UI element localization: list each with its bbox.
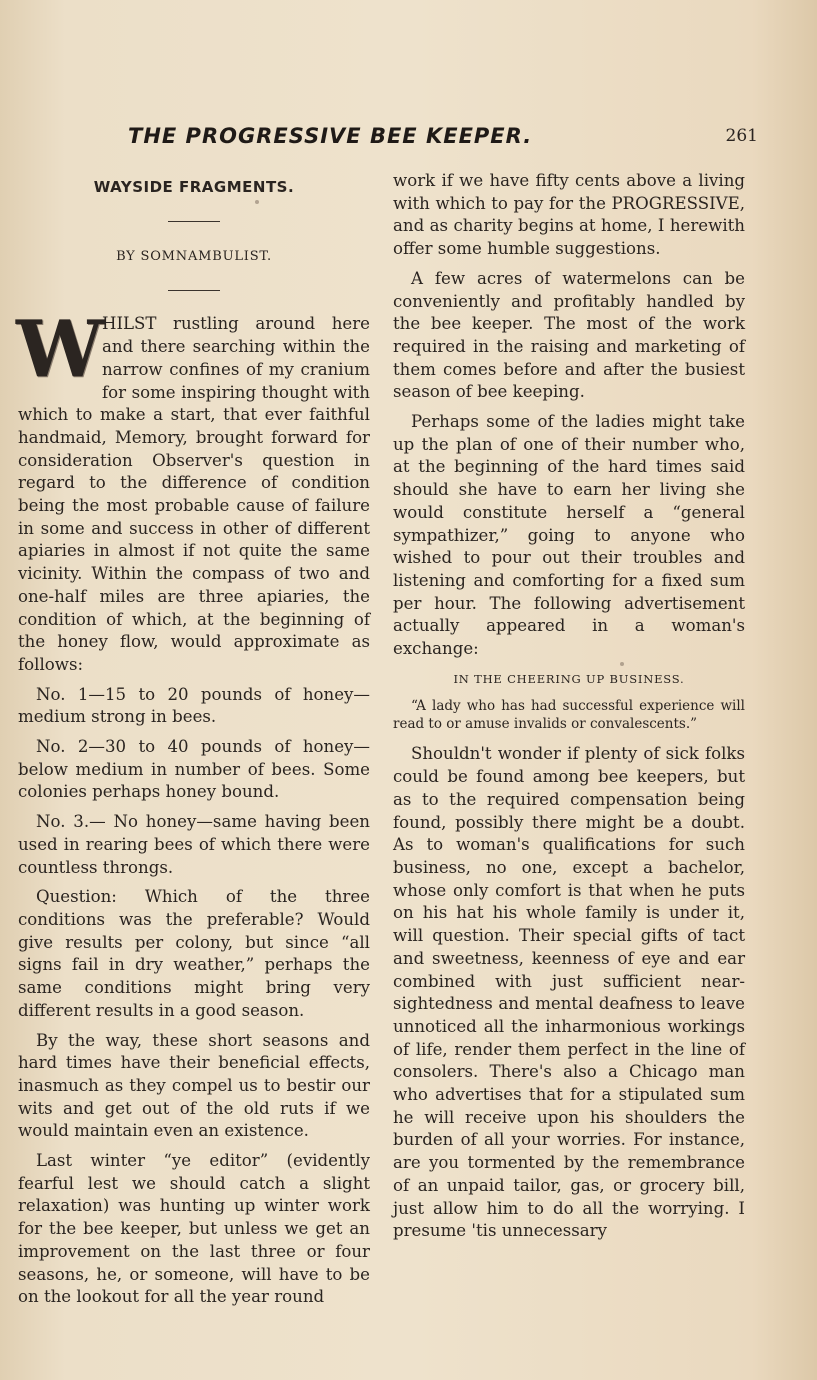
paragraph: No. 3.— No honey—same having been used in rearing bees of which there were countless throngs.: [18, 812, 370, 877]
drop-cap: W: [16, 304, 104, 396]
advertisement-heading: IN THE CHEERING UP BUSINESS.: [453, 671, 685, 686]
article-title: WAYSIDE FRAGMENTS.: [93, 178, 295, 196]
paragraph: No. 1—15 to 20 pounds of honey—medium strong in bees.: [18, 684, 370, 727]
paragraph: Shouldn't wonder if plenty of sick folks could be found among bee keepers, but as to the required compensation being found, possibly there might be a doubt. As to woman's qualifications for such business, no one, except a bachelor, whose only comfort is that when he puts on his hat his whole family is under it, will question. Their special gifts of tact and sweetness, keenness of eye and ear combined with just sufficient near-sightedness and mental deafness to leave unnoticed all the inharmonious workings of life, render them perfect in the line of consolers. There's also a Chicago man who advertises that for a stipulated sum he will receive upon his shoulders the burden of all your worries. For instance, are you tormented by the remembrance of an unpaid tailor, gas, or grocery bill, just allow him to do all the worrying. I presume 'tis unnecessary: [393, 744, 745, 1241]
paragraph: work if we have fifty cents above a living with which to pay for the PROGRESSIVE, and as charity begins at home, I herewith offer some humble suggestions.: [393, 171, 745, 259]
paragraph: A few acres of watermelons can be conveniently and profitably handled by the bee keeper. The most of the work required in the raising and marketing of them comes before and after the busiest season of bee keeping.: [393, 268, 745, 402]
left-column: [18, 170, 370, 1316]
paragraph: Perhaps some of the ladies might take up the plan of one of their number who, at the beginning of the hard times said should she have to earn her living she would constitute herself a “general sympathizer,” going to anyone who wished to pour out their troubles and listening and comforting for a fixed sum per hour. The following advertisement actually appeared in a woman's exchange:: [393, 412, 745, 659]
advertisement-text: “A lady who has had successful experience will read to or amuse invalids or convalescents.”: [393, 698, 745, 733]
paper-speck: [255, 200, 259, 204]
byline-rule: [168, 290, 220, 291]
paper-speck: [620, 662, 624, 666]
paragraph: By the way, these short seasons and hard times have their beneficial effects, inasmuch as they compel us to bestir our wits and get out of the old ruts if we would maintain even an existence.: [18, 1030, 370, 1141]
paragraph: HILST rustling around here and there searching within the narrow confines of my cranium for some inspiring thought with which to make a start, that ever faithful handmaid, Memory, brought forward for consideration Observer's question in regard to the difference of condition being the most probable cause of failure in some and success in other of different apiaries in almost if not quite the same vicinity. Within the compass of two and one-half miles are three apiaries, the condition of which, at the beginning of the honey flow, would approximate as follows:: [18, 314, 370, 674]
page-header: [18, 122, 758, 154]
article-body-start: [16, 304, 370, 676]
paragraph: No. 2—30 to 40 pounds of honey—below medium in number of bees. Some colonies perhaps honey bound.: [18, 737, 370, 802]
page-number: 261: [725, 126, 758, 146]
title-rule: [168, 221, 220, 222]
paragraph: Question: Which of the three conditions was the preferable? Would give results per colony, but since “all signs fail in dry weather,” perhaps the same conditions might bring very different results in a good season.: [18, 887, 370, 1020]
running-title: THE PROGRESSIVE BEE KEEPER.: [128, 124, 533, 148]
byline: BY SOMNAMBULIST.: [116, 248, 272, 264]
paragraph: Last winter “ye editor” (evidently fearful lest we should catch a slight relaxation) was hunting up winter work for the bee keeper, but unless we get an improvement on the last three or four seasons, he, or someone, will have to be on the lookout for all the year round: [18, 1151, 370, 1307]
right-column: [393, 170, 745, 1250]
